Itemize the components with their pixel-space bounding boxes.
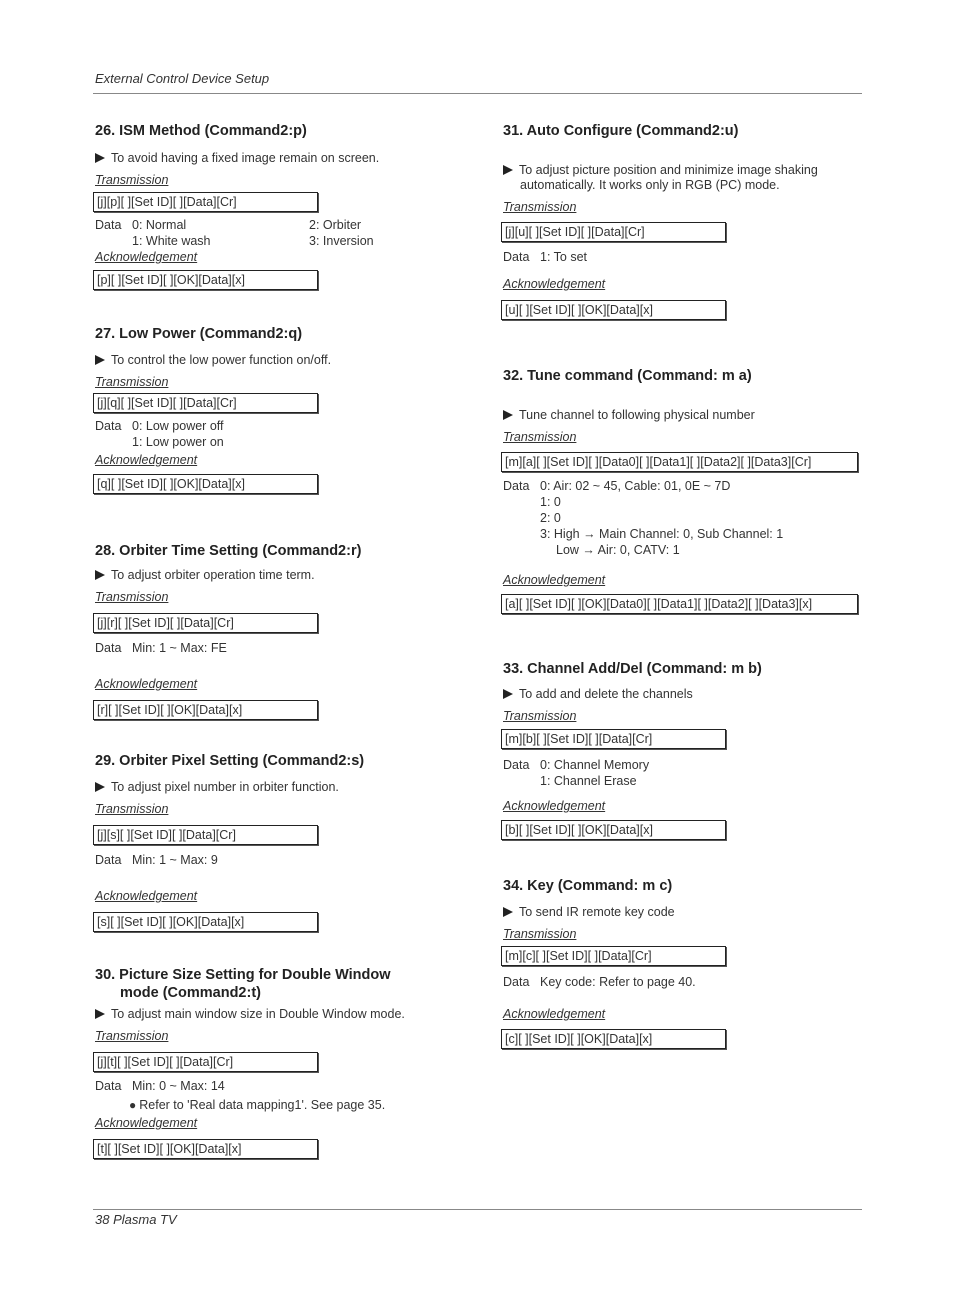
data-note [129,1097,385,1113]
data-value: Min: 0 ~ Max: 14 [132,1079,225,1093]
data-label: Data [503,975,530,989]
section-description [503,687,693,702]
section-title: 33. Channel Add/Del (Command: m b) [503,661,762,677]
acknowledgement-label: Acknowledgement [503,277,606,291]
data-value: 1: Low power on [132,435,224,449]
transmission-label: Transmission [95,802,169,816]
transmission-label: Transmission [503,200,577,214]
note-text: Refer to 'Real data mapping1'. See page 35. [139,1098,386,1112]
acknowledgement-format: [s][ ][Set ID][ ][OK][Data][x] [93,912,318,932]
data-value: Low → Air: 0, CATV: 1 [556,543,680,557]
section-description [95,1007,405,1022]
triangle-bullet-icon [95,1009,105,1019]
section-title: 26. ISM Method (Command2:p) [95,123,307,139]
data-label: Data [503,250,530,264]
section-title: 27. Low Power (Command2:q) [95,326,303,342]
acknowledgement-label: Acknowledgement [95,889,198,903]
transmission-format: [m][b][ ][Set ID][ ][Data][Cr] [501,729,726,749]
acknowledgement-format: [t][ ][Set ID][ ][OK][Data][x] [93,1139,318,1159]
description-text: To avoid having a fixed image remain on screen. [111,151,380,165]
transmission-format: [j][p][ ][Set ID][ ][Data][Cr] [93,192,318,212]
footer-rule [93,1209,862,1210]
data-value: 1: Channel Erase [540,774,637,788]
triangle-bullet-icon [503,410,513,420]
section-description [95,568,315,583]
data-value: Key code: Refer to page 40. [540,975,696,989]
data-value: 0: Channel Memory [540,758,650,772]
triangle-bullet-icon [503,907,513,917]
page-footer: 38 Plasma TV [95,1212,177,1227]
transmission-label: Transmission [95,375,169,389]
data-value: Min: 1 ~ Max: 9 [132,853,218,867]
data-label: Data [503,479,530,493]
acknowledgement-format: [a][ ][Set ID][ ][OK][Data0][ ][Data1][ ][Data2][ ][Data3][x] [501,594,858,614]
data-label: Data [95,641,122,655]
triangle-bullet-icon [95,355,105,365]
acknowledgement-format: [c][ ][Set ID][ ][OK][Data][x] [501,1029,726,1049]
description-text: automatically. It works only in RGB (PC) mode. [520,178,780,192]
data-value: 2: 0 [540,511,561,525]
data-value: 1: To set [540,250,588,264]
data-label: Data [95,1079,122,1093]
acknowledgement-label: Acknowledgement [503,573,606,587]
triangle-bullet-icon [95,153,105,163]
section-title-line: 30. Picture Size Setting for Double Window [95,967,391,983]
data-value: 2: Orbiter [309,218,362,232]
description-text: To adjust pixel number in orbiter function. [111,780,339,794]
bullet-dot-icon: ● [129,1098,137,1112]
section-description [503,905,675,920]
data-value: Min: 1 ~ Max: FE [132,641,227,655]
section-description [95,780,339,795]
transmission-label: Transmission [503,927,577,941]
section-description [95,151,379,166]
transmission-label: Transmission [503,709,577,723]
data-value: 1: 0 [540,495,561,509]
data-value: 3: Inversion [309,234,374,248]
acknowledgement-format: [b][ ][Set ID][ ][OK][Data][x] [501,820,726,840]
acknowledgement-format: [p][ ][Set ID][ ][OK][Data][x] [93,270,318,290]
section-title: 32. Tune command (Command: m a) [503,368,752,384]
section-title: 31. Auto Configure (Command2:u) [503,123,739,139]
data-value: 0: Air: 02 ~ 45, Cable: 01, 0E ~ 7D [540,479,731,493]
triangle-bullet-icon [95,782,105,792]
data-label: Data [503,758,530,772]
acknowledgement-format: [u][ ][Set ID][ ][OK][Data][x] [501,300,726,320]
header-rule [93,93,862,94]
section-title: 29. Orbiter Pixel Setting (Command2:s) [95,753,365,769]
transmission-label: Transmission [95,173,169,187]
data-label: Data [95,218,122,232]
transmission-format: [j][r][ ][Set ID][ ][Data][Cr] [93,613,318,633]
section-title [95,966,391,1002]
transmission-label: Transmission [503,430,577,444]
transmission-label: Transmission [95,1029,169,1043]
acknowledgement-label: Acknowledgement [503,1007,606,1021]
acknowledgement-format: [r][ ][Set ID][ ][OK][Data][x] [93,700,318,720]
section-description [95,353,331,368]
data-label: Data [95,419,122,433]
description-text: To send IR remote key code [519,905,675,919]
running-header: External Control Device Setup [95,71,270,86]
transmission-format: [m][c][ ][Set ID][ ][Data][Cr] [501,946,726,966]
transmission-format: [j][u][ ][Set ID][ ][Data][Cr] [501,222,726,242]
transmission-format: [j][q][ ][Set ID][ ][Data][Cr] [93,393,318,413]
data-value: 0: Normal [132,218,187,232]
description-text: To adjust main window size in Double Window mode. [111,1007,405,1021]
transmission-label: Transmission [95,590,169,604]
description-text: To control the low power function on/off. [111,353,332,367]
acknowledgement-format: [q][ ][Set ID][ ][OK][Data][x] [93,474,318,494]
triangle-bullet-icon [503,689,513,699]
acknowledgement-label: Acknowledgement [95,1116,198,1130]
triangle-bullet-icon [95,570,105,580]
section-description [503,163,818,193]
data-value: 3: High → Main Channel: 0, Sub Channel: 1 [540,527,784,541]
acknowledgement-label: Acknowledgement [95,453,198,467]
description-text: To adjust picture position and minimize image shaking [519,163,818,177]
data-label: Data [95,853,122,867]
description-text: To adjust orbiter operation time term. [111,568,315,582]
data-value: 0: Low power off [132,419,224,433]
transmission-format: [m][a][ ][Set ID][ ][Data0][ ][Data1][ ][Data2][ ][Data3][Cr] [501,452,858,472]
section-description [503,408,755,423]
acknowledgement-label: Acknowledgement [95,677,198,691]
description-text: To add and delete the channels [519,687,693,701]
triangle-bullet-icon [503,165,513,175]
section-title-line: mode (Command2:t) [120,985,261,1001]
acknowledgement-label: Acknowledgement [503,799,606,813]
section-title: 34. Key (Command: m c) [503,878,673,894]
description-text: Tune channel to following physical number [519,408,755,422]
data-value: 1: White wash [132,234,211,248]
transmission-format: [j][t][ ][Set ID][ ][Data][Cr] [93,1052,318,1072]
transmission-format: [j][s][ ][Set ID][ ][Data][Cr] [93,825,318,845]
section-title: 28. Orbiter Time Setting (Command2:r) [95,543,362,559]
acknowledgement-label: Acknowledgement [95,250,198,264]
